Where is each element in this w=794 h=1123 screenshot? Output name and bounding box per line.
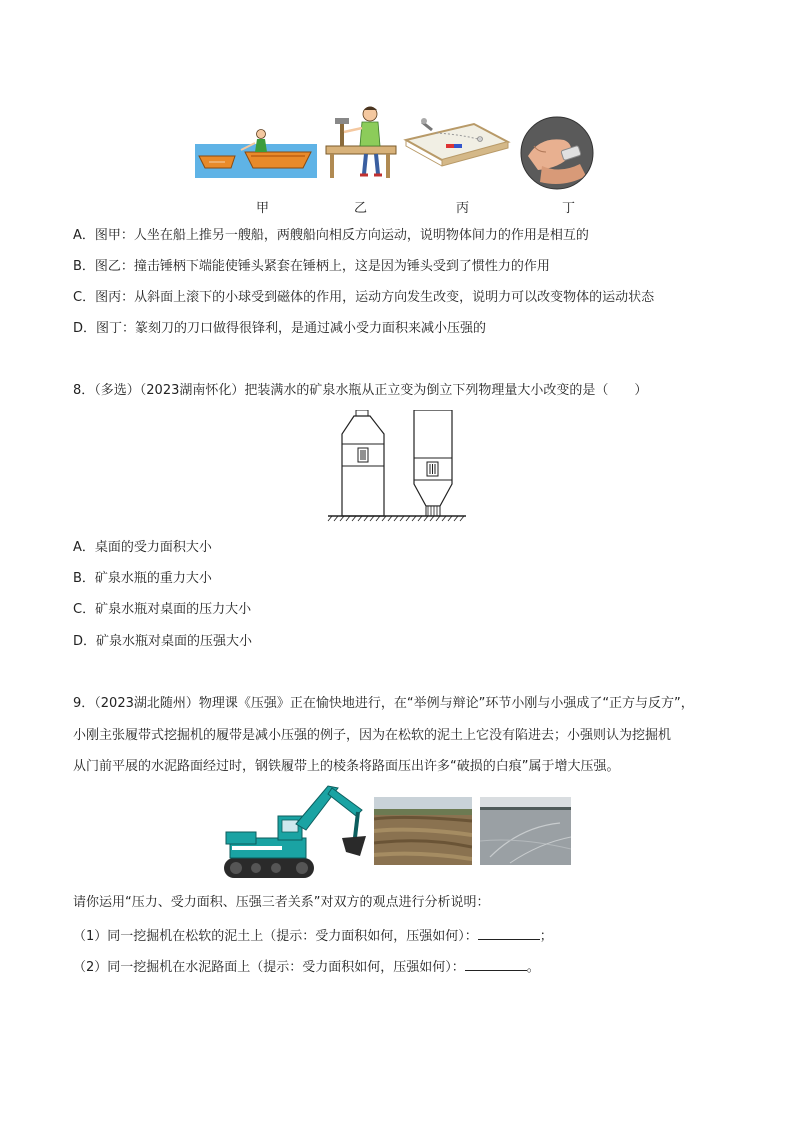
- q7-option-b: B．图乙：撞击锤柄下端能使锤头紧套在锤柄上，这是因为锤头受到了惯性力的作用: [73, 259, 550, 274]
- figure-ding-carving-knife: [520, 116, 594, 190]
- figure-yi-hammer: [320, 104, 398, 178]
- caption-ding: 丁: [562, 201, 576, 216]
- q8-option-a: A．桌面的受力面积大小: [73, 540, 212, 555]
- q8-stem: 8．（多选）（2023湖南怀化）把装满水的矿泉水瓶从正立变为倒立下列物理量大小改变的是（ ）: [73, 383, 648, 398]
- q9-prompt: 请你运用“压力、受力面积、压强三者关系”对双方的观点进行分析说明：: [73, 895, 490, 910]
- q9-line-1: 9．（2023湖北随州）物理课《压强》正在愉快地进行，在“举例与辩论”环节小刚与小强成了“正方与反方”，: [73, 696, 694, 711]
- q9-sub1-text: （1）同一挖掘机在松软的泥土上（提示：受力面积如何，压强如何）：: [73, 929, 478, 944]
- photo-soft-mud: [374, 797, 472, 865]
- q9-sub-question-2: [73, 958, 540, 976]
- photo-concrete-road: [480, 797, 571, 865]
- figure-excavator: [222, 780, 368, 882]
- q9-line-2: 小刚主张履带式挖掘机的履带是减小压强的例子，因为在松软的泥土上它没有陷进去；小强则认为挖掘机: [73, 728, 672, 743]
- figure-jia-boats: [195, 126, 317, 178]
- q9-sub-question-1: [73, 927, 553, 945]
- q9-line-3: 从门前平展的水泥路面经过时，钢铁履带上的棱条将路面压出许多“破损的白痕”属于增大压强。: [73, 759, 620, 774]
- q9-sub1-end: ；: [539, 929, 553, 944]
- q7-option-c: C．图丙：从斜面上滚下的小球受到磁体的作用，运动方向发生改变，说明力可以改变物体的运动状态: [73, 290, 655, 305]
- q9-sub2-text: （2）同一挖掘机在水泥路面上（提示：受力面积如何，压强如何）：: [73, 960, 465, 975]
- q9-sub2-end: 。: [526, 960, 540, 975]
- q7-option-d: D．图丁：篆刻刀的刀口做得很锋利，是通过减小受力面积来减小压强的: [73, 321, 487, 336]
- answer-blank-1[interactable]: [478, 927, 540, 940]
- figure-bing-incline-magnet: [402, 112, 512, 168]
- caption-bing: 丙: [456, 201, 470, 216]
- q8-option-b: B．矿泉水瓶的重力大小: [73, 571, 212, 586]
- figure-water-bottles: [326, 410, 468, 522]
- caption-yi: 乙: [354, 201, 368, 216]
- q7-option-a: A．图甲：人坐在船上推另一艘船，两艘船向相反方向运动，说明物体间力的作用是相互的: [73, 228, 589, 243]
- caption-jia: 甲: [256, 201, 270, 216]
- q8-option-c: C．矿泉水瓶对桌面的压力大小: [73, 602, 252, 617]
- answer-blank-2[interactable]: [465, 958, 527, 971]
- q8-option-d: D．矿泉水瓶对桌面的压强大小: [73, 634, 253, 649]
